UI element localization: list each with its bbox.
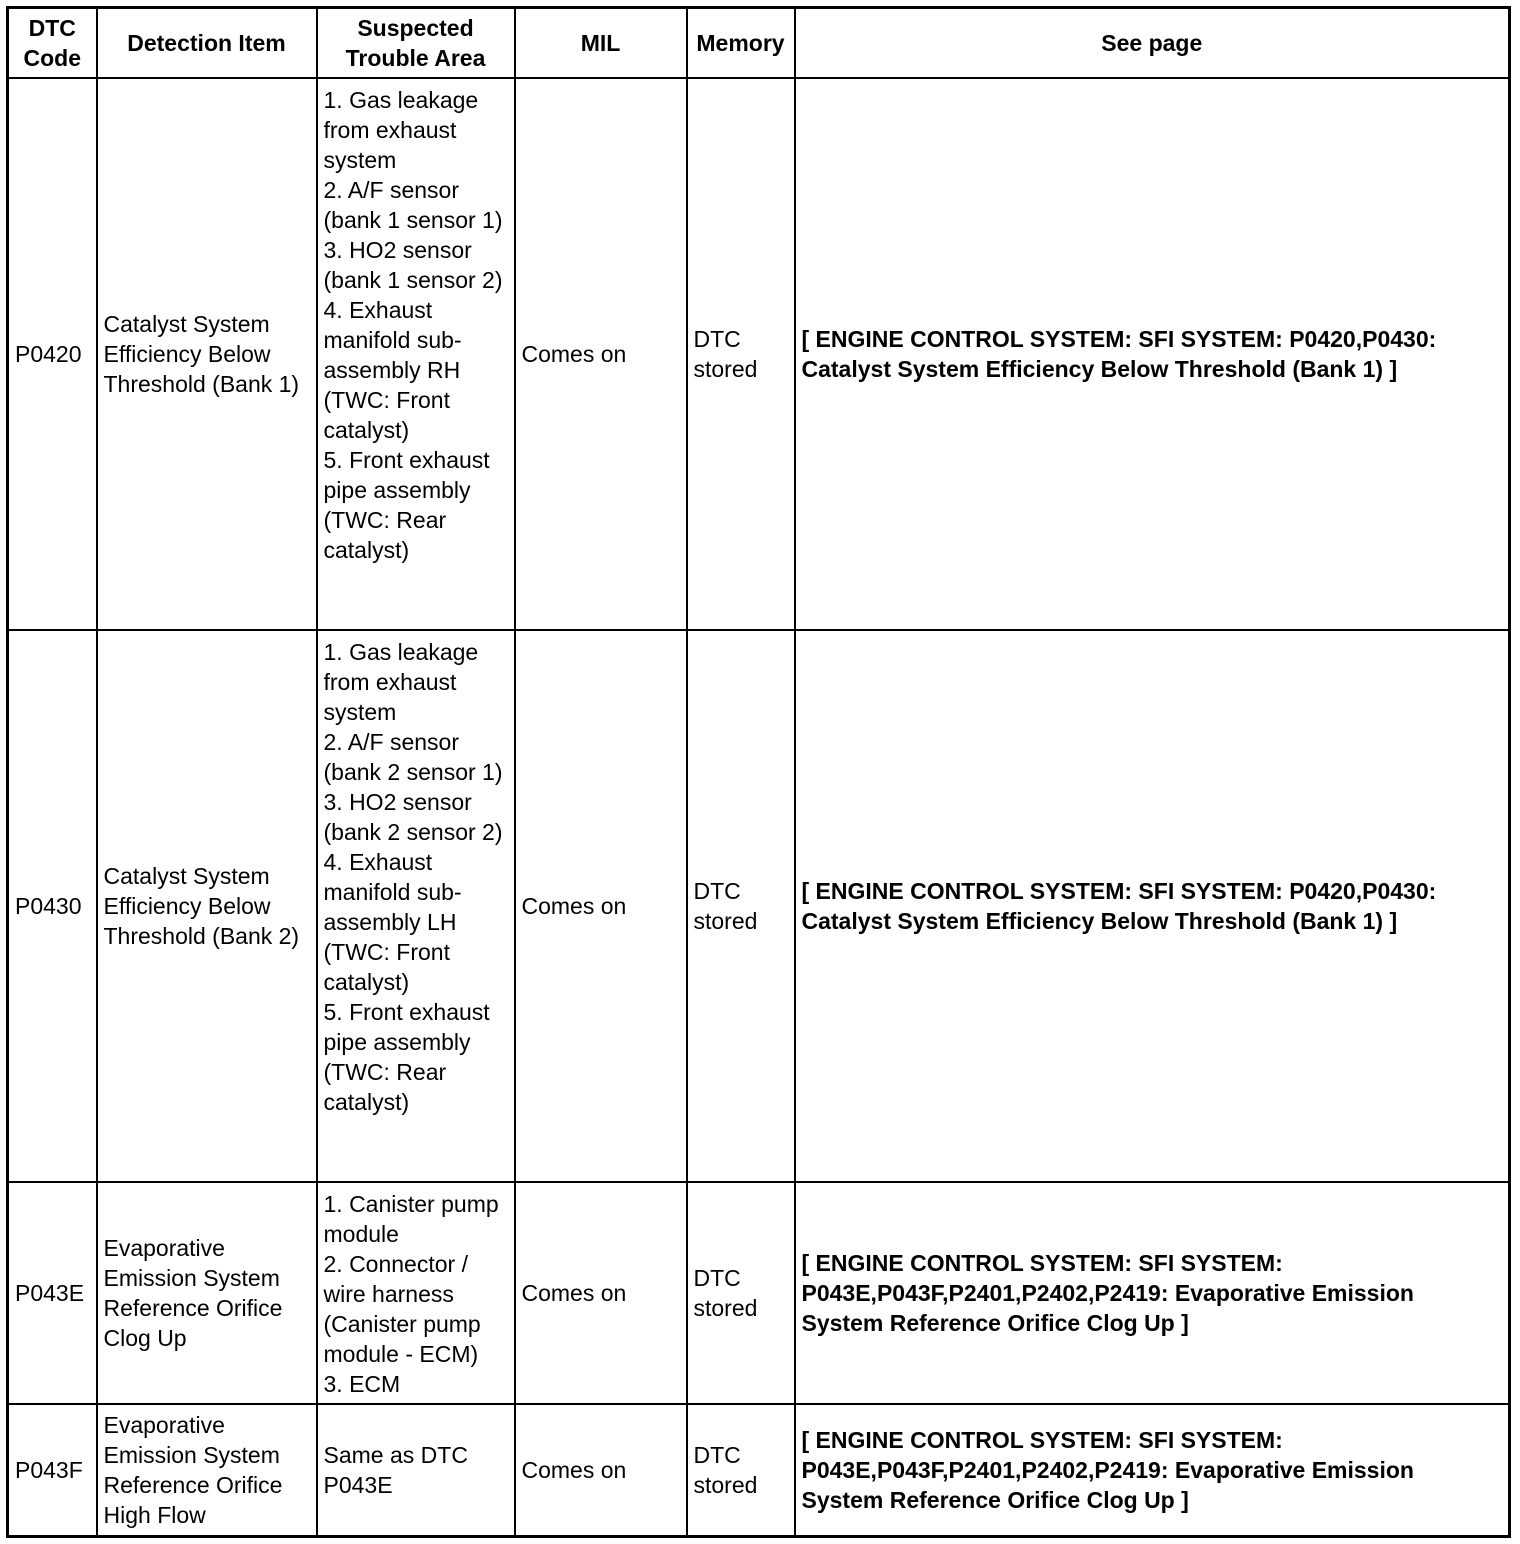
detection-item-cell: Catalyst System Efficiency Below Threshold (Bank 1) bbox=[97, 78, 317, 630]
header-see-page: See page bbox=[795, 8, 1510, 79]
memory-cell: DTC stored bbox=[687, 78, 795, 630]
memory-cell: DTC stored bbox=[687, 1404, 795, 1536]
memory-cell: DTC stored bbox=[687, 630, 795, 1182]
detection-item-cell: Evaporative Emission System Reference Orifice High Flow bbox=[97, 1404, 317, 1536]
table-body bbox=[8, 78, 1510, 1536]
trouble-area-item: 2. A/F sensor (bank 1 sensor 1) bbox=[323, 177, 503, 233]
see-page-link[interactable]: [ ENGINE CONTROL SYSTEM: SFI SYSTEM: P0420,P0430: Catalyst System Efficiency Below Threshold (Bank 1) ] bbox=[795, 78, 1510, 630]
dtc-code-cell: P043F bbox=[8, 1404, 97, 1536]
trouble-area-item: Same as DTC P043E bbox=[323, 1441, 475, 1498]
dtc-code-cell: P043E bbox=[8, 1182, 97, 1404]
trouble-area-item: 1. Canister pump module bbox=[323, 1191, 506, 1247]
detection-item-cell: Evaporative Emission System Reference Orifice Clog Up bbox=[97, 1182, 317, 1404]
table-row bbox=[8, 630, 1510, 1182]
trouble-area-item: 5. Front exhaust pipe assembly (TWC: Rear catalyst) bbox=[323, 447, 497, 563]
see-page-link[interactable]: [ ENGINE CONTROL SYSTEM: SFI SYSTEM: P043E,P043F,P2401,P2402,P2419: Evaporative Emission System Reference Orifice Clog Up ] bbox=[795, 1404, 1510, 1536]
see-page-link[interactable]: [ ENGINE CONTROL SYSTEM: SFI SYSTEM: P0420,P0430: Catalyst System Efficiency Below Threshold (Bank 1) ] bbox=[795, 630, 1510, 1182]
trouble-area-cell bbox=[317, 630, 515, 1182]
mil-cell: Comes on bbox=[515, 78, 687, 630]
trouble-area-item: 5. Front exhaust pipe assembly (TWC: Rear catalyst) bbox=[323, 999, 497, 1115]
memory-cell: DTC stored bbox=[687, 1182, 795, 1404]
table-row bbox=[8, 1182, 1510, 1404]
detection-item-cell: Catalyst System Efficiency Below Threshold (Bank 2) bbox=[97, 630, 317, 1182]
dtc-code-cell: P0420 bbox=[8, 78, 97, 630]
header-memory: Memory bbox=[687, 8, 795, 79]
header-mil: MIL bbox=[515, 8, 687, 79]
table-row bbox=[8, 78, 1510, 630]
table-row bbox=[8, 1404, 1510, 1536]
mil-cell: Comes on bbox=[515, 630, 687, 1182]
header-detection-item: Detection Item bbox=[97, 8, 317, 79]
trouble-area-item: 4. Exhaust manifold sub-assembly LH (TWC: Front catalyst) bbox=[323, 849, 463, 995]
trouble-area-item: 4. Exhaust manifold sub-assembly RH (TWC: Front catalyst) bbox=[323, 297, 467, 443]
trouble-area-item: 2. Connector / wire harness (Canister pump module - ECM) bbox=[323, 1251, 488, 1367]
trouble-area-item: 3. HO2 sensor (bank 1 sensor 2) bbox=[323, 237, 503, 293]
dtc-table bbox=[6, 6, 1511, 1538]
trouble-area-item: 3. HO2 sensor (bank 2 sensor 2) bbox=[323, 789, 503, 845]
mil-cell: Comes on bbox=[515, 1404, 687, 1536]
trouble-area-item: 3. ECM bbox=[323, 1371, 401, 1397]
trouble-area-item: 1. Gas leakage from exhaust system bbox=[323, 639, 485, 725]
trouble-area-item: 2. A/F sensor (bank 2 sensor 1) bbox=[323, 729, 503, 785]
dtc-document bbox=[6, 6, 1508, 1539]
dtc-code-cell: P0430 bbox=[8, 630, 97, 1182]
trouble-area-cell bbox=[317, 1404, 515, 1536]
table-header bbox=[8, 8, 1510, 79]
trouble-area-cell bbox=[317, 78, 515, 630]
header-suspected-trouble-area: Suspected Trouble Area bbox=[317, 8, 515, 79]
see-page-link[interactable]: [ ENGINE CONTROL SYSTEM: SFI SYSTEM: P043E,P043F,P2401,P2402,P2419: Evaporative Emission System Reference Orifice Clog Up ] bbox=[795, 1182, 1510, 1404]
header-dtc-code: DTC Code bbox=[8, 8, 97, 79]
mil-cell: Comes on bbox=[515, 1182, 687, 1404]
trouble-area-item: 1. Gas leakage from exhaust system bbox=[323, 87, 485, 173]
trouble-area-cell bbox=[317, 1182, 515, 1404]
